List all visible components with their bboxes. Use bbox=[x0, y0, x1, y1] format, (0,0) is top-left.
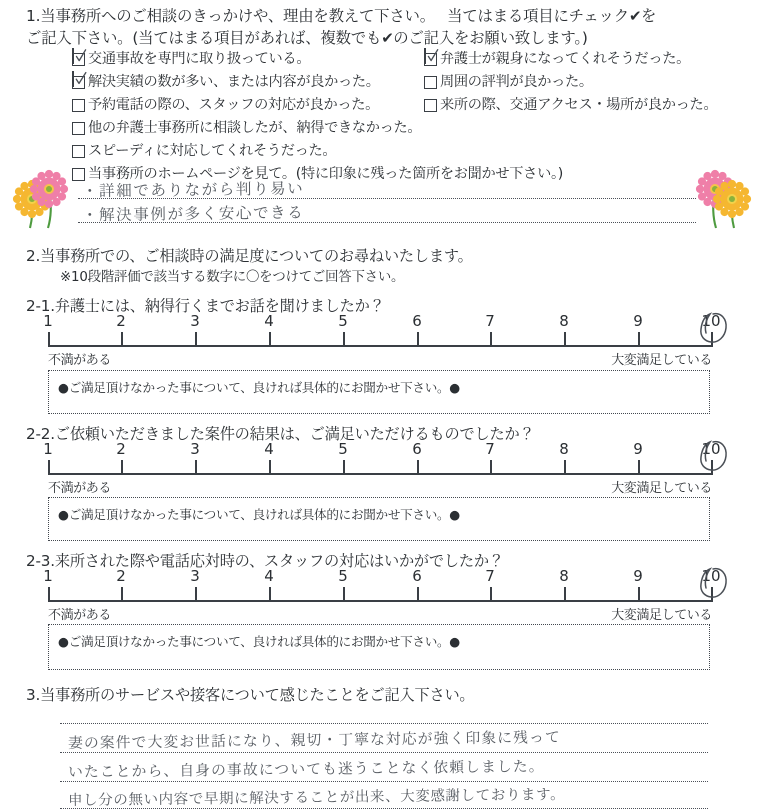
section1-heading-line1-tail: を bbox=[641, 7, 657, 25]
scale-tick-4[interactable] bbox=[269, 332, 271, 347]
section1-heading-line2a: ご記入下さい。(当てはまる項目があれば、複数でも bbox=[26, 28, 382, 47]
scale-number-10: 10 bbox=[701, 567, 721, 585]
section1-heading-line2b: のご記入をお願い致します。) bbox=[393, 28, 588, 47]
section3-handwritten-line-3: 申し分の無い内容で早期に解決することが出来、大変感謝しております。 bbox=[67, 786, 566, 810]
scale-tick-7[interactable] bbox=[490, 332, 492, 347]
question-2-1-text: 2-1.弁護士には、納得行くまでお話を聞けましたか？ bbox=[26, 297, 385, 315]
scale-number-5: 5 bbox=[338, 440, 348, 458]
scale-tick-2[interactable] bbox=[121, 460, 123, 475]
scale-number-7: 7 bbox=[485, 567, 495, 585]
rating-scale-2-2[interactable] bbox=[43, 440, 721, 502]
rating-scale-2-1[interactable] bbox=[43, 312, 721, 374]
scale-tick-6[interactable] bbox=[417, 587, 419, 602]
checkbox-row-good-reputation[interactable] bbox=[424, 73, 593, 91]
scale-number-6: 6 bbox=[412, 312, 422, 330]
scale-number-8: 8 bbox=[559, 312, 569, 330]
handwritten-answer-line-2: ・解決事例が多く安心できる bbox=[81, 203, 305, 225]
scale-number-6: 6 bbox=[412, 567, 422, 585]
comment-box-2-3[interactable] bbox=[48, 624, 710, 670]
scale-tick-10[interactable] bbox=[711, 460, 713, 475]
checkbox-traffic-accident-specialist[interactable] bbox=[72, 53, 85, 66]
scale-number-7: 7 bbox=[485, 312, 495, 330]
scale-number-5: 5 bbox=[338, 567, 348, 585]
checkbox-label: 交通事故を専門に取り扱っている。 bbox=[88, 51, 311, 67]
scale-number-4: 4 bbox=[264, 312, 274, 330]
scale-tick-9[interactable] bbox=[638, 587, 640, 602]
section3-handwritten-line-1: 妻の案件で大変お世話になり、親切・丁寧な対応が強く印象に残って bbox=[67, 728, 561, 753]
section3-heading: 3.当事務所のサービスや接客について感じたことをご記入下さい。 bbox=[26, 686, 475, 704]
scale-tick-1[interactable] bbox=[48, 460, 50, 475]
writing-rule bbox=[60, 752, 708, 753]
scale-number-7: 7 bbox=[485, 440, 495, 458]
scale-min-label: 不満がある bbox=[48, 353, 112, 368]
scale-tick-7[interactable] bbox=[490, 587, 492, 602]
checkbox-many-resolutions[interactable] bbox=[72, 76, 85, 89]
section2-heading: 2.当事務所での、ご相談時の満足度についてのお尋ねいたします。 bbox=[26, 247, 473, 265]
scale-tick-4[interactable] bbox=[269, 587, 271, 602]
section1-heading-line1: 1.当事務所へのご相談のきっかけや、理由を教えて下さい。 当てはまる項目にチェック bbox=[26, 7, 629, 25]
scale-number-2: 2 bbox=[116, 567, 126, 585]
scale-number-4: 4 bbox=[264, 440, 274, 458]
scale-number-9: 9 bbox=[633, 567, 643, 585]
checkbox-row-phone-staff-response[interactable] bbox=[72, 96, 379, 114]
checkbox-row-speedy-response[interactable] bbox=[72, 142, 336, 160]
scale-number-8: 8 bbox=[559, 440, 569, 458]
scale-tick-8[interactable] bbox=[564, 332, 566, 347]
scale-tick-10[interactable] bbox=[711, 332, 713, 347]
checkbox-label: スピーディに対応してくれそうだった。 bbox=[88, 143, 337, 159]
comment-prompt: ●ご満足頂けなかった事について、良ければ具体的にお聞かせ下さい。● bbox=[58, 507, 460, 522]
scale-tick-2[interactable] bbox=[121, 332, 123, 347]
comment-prompt: ●ご満足頂けなかった事について、良ければ具体的にお聞かせ下さい。● bbox=[58, 634, 460, 649]
checkbox-label: 当事務所のホームページを見て。(特に印象に残った箇所をお聞かせ下さい。) bbox=[88, 166, 563, 182]
checkbox-row-traffic-accident-specialist[interactable] bbox=[72, 50, 310, 68]
scale-axis bbox=[48, 600, 712, 602]
scale-tick-6[interactable] bbox=[417, 460, 419, 475]
scale-tick-5[interactable] bbox=[343, 332, 345, 347]
scale-min-label: 不満がある bbox=[48, 481, 112, 496]
scale-tick-3[interactable] bbox=[195, 460, 197, 475]
scale-max-label: 大変満足している bbox=[611, 481, 712, 496]
scale-tick-1[interactable] bbox=[48, 587, 50, 602]
checkbox-row-other-firm-unsatisfied[interactable] bbox=[72, 119, 421, 137]
checkbox-label: 他の弁護士事務所に相談したが、納得できなかった。 bbox=[88, 120, 422, 136]
scale-tick-9[interactable] bbox=[638, 332, 640, 347]
checkbox-label: 弁護士が親身になってくれそうだった。 bbox=[440, 51, 690, 67]
scale-number-3: 3 bbox=[190, 567, 200, 585]
scale-tick-7[interactable] bbox=[490, 460, 492, 475]
scale-tick-9[interactable] bbox=[638, 460, 640, 475]
checkbox-label: 来所の際、交通アクセス・場所が良かった。 bbox=[440, 97, 718, 113]
scale-tick-2[interactable] bbox=[121, 587, 123, 602]
checkbox-label: 解決実績の数が多い、または内容が良かった。 bbox=[88, 74, 380, 90]
checkbox-label: 予約電話の際の、スタッフの対応が良かった。 bbox=[88, 97, 380, 113]
scale-max-label: 大変満足している bbox=[611, 353, 712, 368]
scale-number-9: 9 bbox=[633, 312, 643, 330]
handwritten-answer-line-1: ・詳細でありながら判り易い bbox=[81, 179, 305, 201]
checkbox-phone-staff-response[interactable] bbox=[72, 99, 85, 112]
section1-heading bbox=[26, 6, 752, 49]
writing-rule bbox=[60, 781, 708, 782]
section2-subnote: ※10段階評価で該当する数字に〇をつけてご回答下さい。 bbox=[60, 270, 405, 285]
scale-number-5: 5 bbox=[338, 312, 348, 330]
check-glyph-icon: ✔ bbox=[628, 7, 642, 25]
checkbox-good-access[interactable] bbox=[424, 99, 437, 112]
flower-decoration-left-icon bbox=[2, 168, 80, 230]
scale-number-2: 2 bbox=[116, 440, 126, 458]
checkbox-lawyer-caring[interactable] bbox=[424, 53, 437, 66]
scale-axis bbox=[48, 473, 712, 475]
question-2-2-text: 2-2.ご依頼いただきました案件の結果は、ご満足いただけるものでしたか？ bbox=[26, 425, 535, 443]
scale-tick-4[interactable] bbox=[269, 460, 271, 475]
checkbox-other-firm-unsatisfied[interactable] bbox=[72, 122, 85, 135]
scale-number-10: 10 bbox=[701, 440, 721, 458]
scale-tick-1[interactable] bbox=[48, 332, 50, 347]
scale-number-1: 1 bbox=[43, 312, 53, 330]
scale-number-6: 6 bbox=[412, 440, 422, 458]
scale-number-2: 2 bbox=[116, 312, 126, 330]
comment-box-2-2[interactable] bbox=[48, 497, 710, 541]
handwritten-check-icon bbox=[72, 71, 88, 87]
writing-rule bbox=[60, 723, 708, 724]
checkbox-good-reputation[interactable] bbox=[424, 76, 437, 89]
scale-tick-3[interactable] bbox=[195, 587, 197, 602]
scale-tick-10[interactable] bbox=[711, 587, 713, 602]
checkbox-row-lawyer-caring[interactable] bbox=[424, 50, 690, 68]
scale-number-1: 1 bbox=[43, 567, 53, 585]
scale-number-3: 3 bbox=[190, 312, 200, 330]
checkbox-label: 周囲の評判が良かった。 bbox=[440, 74, 593, 90]
scale-tick-5[interactable] bbox=[343, 587, 345, 602]
scale-number-3: 3 bbox=[190, 440, 200, 458]
comment-box-2-1[interactable] bbox=[48, 370, 710, 414]
checkbox-row-good-access[interactable] bbox=[424, 96, 717, 114]
question-2-3-text: 2-3.来所された際や電話応対時の、スタッフの対応はいかがでしたか？ bbox=[26, 552, 504, 570]
scale-min-label: 不満がある bbox=[48, 608, 112, 623]
scale-axis bbox=[48, 345, 712, 347]
scale-tick-5[interactable] bbox=[343, 460, 345, 475]
comment-prompt: ●ご満足頂けなかった事について、良ければ具体的にお聞かせ下さい。● bbox=[58, 380, 460, 395]
scale-tick-8[interactable] bbox=[564, 587, 566, 602]
scale-tick-3[interactable] bbox=[195, 332, 197, 347]
handwritten-check-icon bbox=[72, 48, 88, 64]
checkbox-row-many-resolutions[interactable] bbox=[72, 73, 380, 91]
scale-max-label: 大変満足している bbox=[611, 608, 712, 623]
scale-tick-8[interactable] bbox=[564, 460, 566, 475]
scale-number-8: 8 bbox=[559, 567, 569, 585]
check-glyph-icon-2: ✔ bbox=[381, 28, 394, 47]
flower-decoration-right-icon bbox=[684, 168, 762, 230]
section3-handwritten-line-2: いたことから、自身の事故についても迷うことなく依頼しました。 bbox=[67, 758, 545, 781]
rating-scale-2-3[interactable] bbox=[43, 567, 721, 629]
scale-number-9: 9 bbox=[633, 440, 643, 458]
handwritten-check-icon bbox=[424, 48, 440, 64]
scale-number-4: 4 bbox=[264, 567, 274, 585]
scale-number-10: 10 bbox=[701, 312, 721, 330]
scale-tick-6[interactable] bbox=[417, 332, 419, 347]
scale-number-1: 1 bbox=[43, 440, 53, 458]
checkbox-speedy-response[interactable] bbox=[72, 145, 85, 158]
